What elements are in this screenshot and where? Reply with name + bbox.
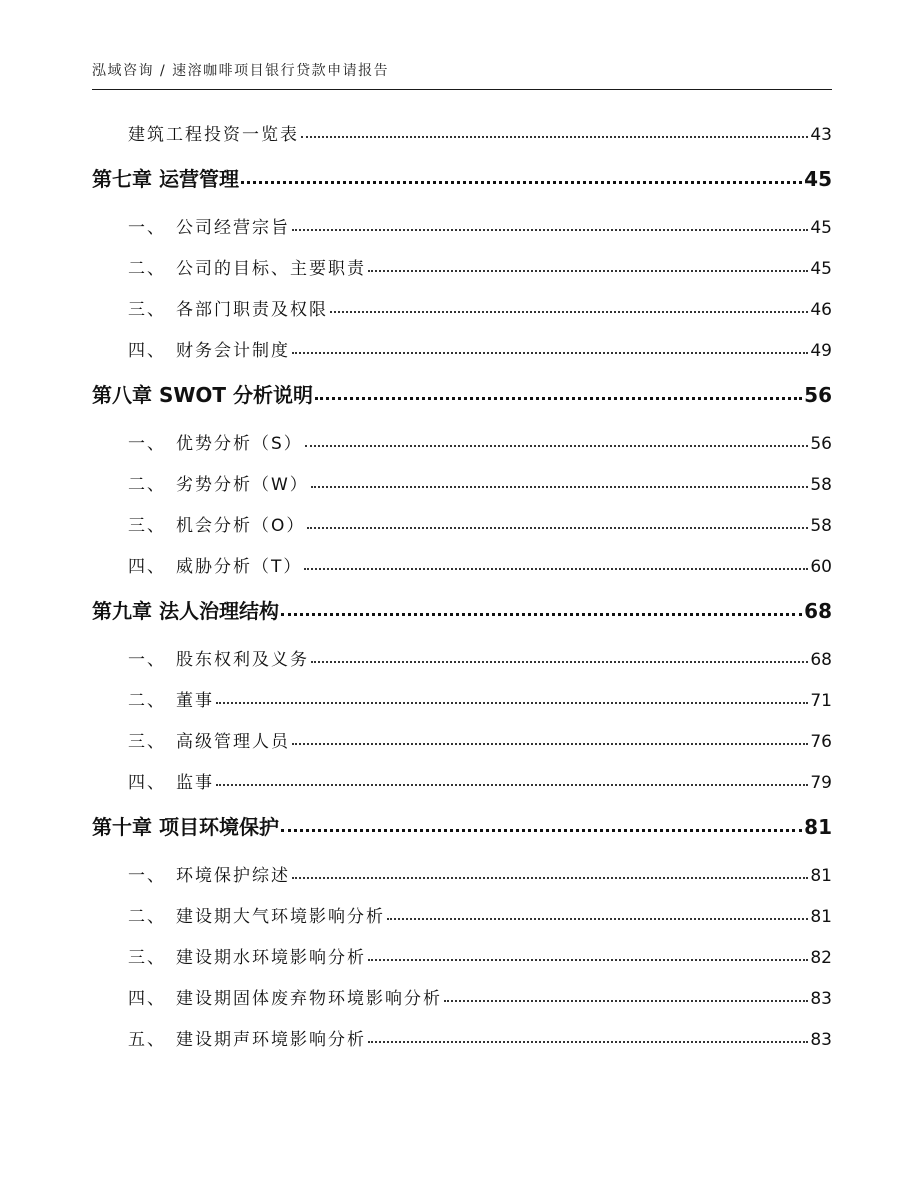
toc-row[interactable] [92, 681, 832, 722]
toc-entry-title: 财务会计制度 [176, 341, 290, 361]
toc-row[interactable] [92, 722, 832, 763]
toc-row[interactable] [92, 1020, 832, 1061]
toc-entry-title: 股东权利及义务 [176, 650, 309, 670]
toc-entry-number: 一、 [128, 434, 166, 454]
toc-page-number: 56 [804, 383, 832, 407]
toc-row[interactable] [92, 115, 832, 156]
dot-leader [301, 136, 808, 138]
toc-chapter-row[interactable] [92, 375, 832, 416]
dot-leader [292, 229, 808, 231]
toc-row[interactable] [92, 897, 832, 938]
toc-entry-number: 二、 [128, 475, 166, 495]
toc-page-number: 43 [810, 125, 832, 145]
table-of-contents [92, 115, 832, 1061]
dot-leader [216, 784, 808, 786]
toc-entry-number: 三、 [128, 948, 166, 968]
toc-entry-title: 公司的目标、主要职责 [176, 259, 366, 279]
toc-chapter-row[interactable] [92, 591, 832, 632]
toc-entry-title: 监事 [176, 773, 214, 793]
toc-row[interactable] [92, 547, 832, 588]
toc-page-number: 49 [810, 341, 832, 361]
toc-entry-title: 威胁分析（T） [176, 557, 303, 577]
toc-entry-title: 建设期声环境影响分析 [176, 1030, 366, 1050]
toc-entry-title: 高级管理人员 [176, 732, 290, 752]
toc-entry-title: 建设期大气环境影响分析 [176, 907, 385, 927]
dot-leader [281, 829, 802, 832]
dot-leader [292, 877, 808, 879]
toc-page-number: 76 [810, 732, 832, 752]
toc-page-number: 60 [810, 557, 832, 577]
toc-row[interactable] [92, 763, 832, 804]
dot-leader [311, 486, 809, 488]
dot-leader [368, 1041, 808, 1043]
toc-page-number: 56 [810, 434, 832, 454]
toc-chapter-title: 第九章 法人治理结构 [92, 599, 279, 623]
toc-entry-title: 劣势分析（W） [176, 475, 309, 495]
toc-entry-number: 二、 [128, 259, 166, 279]
toc-entry-title: 环境保护综述 [176, 866, 290, 886]
toc-page-number: 45 [804, 167, 832, 191]
dot-leader [387, 918, 808, 920]
toc-entry-number: 四、 [128, 773, 166, 793]
toc-entry-title: 建设期水环境影响分析 [176, 948, 366, 968]
dot-leader [304, 568, 808, 570]
dot-leader [241, 181, 802, 184]
dot-leader [311, 661, 808, 663]
toc-page-number: 82 [810, 948, 832, 968]
dot-leader [305, 445, 809, 447]
toc-row[interactable] [92, 938, 832, 979]
dot-leader [216, 702, 808, 704]
dot-leader [444, 1000, 808, 1002]
toc-chapter-row[interactable] [92, 807, 832, 848]
toc-row[interactable] [92, 979, 832, 1020]
toc-entry-number: 五、 [128, 1030, 166, 1050]
dot-leader [368, 959, 808, 961]
toc-page-number: 58 [810, 475, 832, 495]
toc-entry-title: 机会分析（O） [176, 516, 306, 536]
toc-entry-number: 一、 [128, 218, 166, 238]
toc-entry-number: 三、 [128, 732, 166, 752]
dot-leader [330, 311, 808, 313]
toc-chapter-title: 第十章 项目环境保护 [92, 815, 279, 839]
toc-row[interactable] [92, 640, 832, 681]
toc-page-number: 71 [810, 691, 832, 711]
toc-entry-number: 三、 [128, 300, 166, 320]
dot-leader [281, 613, 802, 616]
dot-leader [292, 352, 808, 354]
toc-page-number: 46 [810, 300, 832, 320]
dot-leader [315, 397, 802, 400]
dot-leader [307, 527, 808, 529]
toc-row[interactable] [92, 424, 832, 465]
toc-page-number: 81 [804, 815, 832, 839]
toc-row[interactable] [92, 856, 832, 897]
toc-row[interactable] [92, 290, 832, 331]
toc-entry-title: 公司经营宗旨 [176, 218, 290, 238]
toc-entry-number: 三、 [128, 516, 166, 536]
toc-chapter-title: 第八章 SWOT 分析说明 [92, 383, 314, 407]
toc-entry-number: 一、 [128, 650, 166, 670]
toc-entry-title: 各部门职责及权限 [176, 300, 328, 320]
toc-chapter-row[interactable] [92, 159, 832, 200]
toc-page-number: 81 [810, 866, 832, 886]
toc-row[interactable] [92, 249, 832, 290]
toc-page-number: 68 [810, 650, 832, 670]
toc-chapter-title: 第七章 运营管理 [92, 167, 239, 191]
toc-page-number: 45 [810, 218, 832, 238]
toc-entry-title: 建筑工程投资一览表 [128, 125, 299, 145]
toc-entry-number: 一、 [128, 866, 166, 886]
toc-page-number: 83 [810, 1030, 832, 1050]
running-header: 泓域咨询 / 速溶咖啡项目银行贷款申请报告 [92, 60, 832, 90]
toc-entry-number: 二、 [128, 907, 166, 927]
toc-entry-number: 四、 [128, 341, 166, 361]
toc-entry-title: 董事 [176, 691, 214, 711]
toc-page-number: 58 [810, 516, 832, 536]
dot-leader [368, 270, 808, 272]
toc-entry-title: 优势分析（S） [176, 434, 303, 454]
toc-entry-number: 四、 [128, 989, 166, 1009]
toc-row[interactable] [92, 465, 832, 506]
toc-page-number: 79 [810, 773, 832, 793]
toc-page-number: 81 [810, 907, 832, 927]
toc-row[interactable] [92, 506, 832, 547]
toc-page-number: 68 [804, 599, 832, 623]
toc-row[interactable] [92, 331, 832, 372]
toc-entry-title: 建设期固体废弃物环境影响分析 [176, 989, 442, 1009]
toc-entry-number: 二、 [128, 691, 166, 711]
toc-row[interactable] [92, 208, 832, 249]
toc-entry-number: 四、 [128, 557, 166, 577]
dot-leader [292, 743, 808, 745]
toc-page-number: 83 [810, 989, 832, 1009]
toc-page-number: 45 [810, 259, 832, 279]
